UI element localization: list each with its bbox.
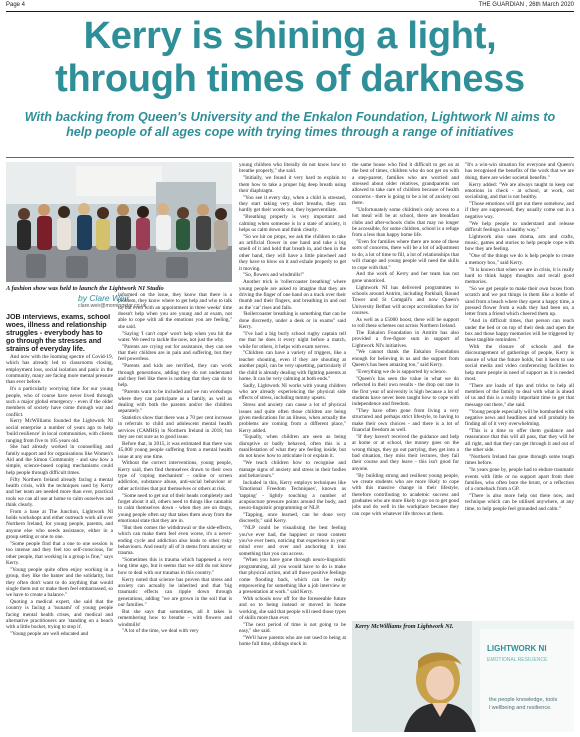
page-number: Page 4: [6, 2, 26, 8]
body-paragraph: "Unfortunately some children's only access to a hot meal will be at school, there are breakfast clubs and after-schools clubs that may no longer be accessible, for some children, school is a refuge from a less than happy home life.: [352, 206, 459, 239]
body-paragraph: And the work of Kerry and her team has not gone unnoticed.: [352, 271, 459, 284]
body-paragraph: "Tapping, once learned, can be done very discreetly," said Kerry.: [239, 512, 346, 525]
body-paragraph: "Parents want to be included and we run workshops where they can participate as a family, as well as dealing with both the parents and/or the children separately.": [118, 389, 232, 415]
body-paragraph: "But then comes the withdrawal or the side-effects, which can make them feel even worse, it's a never-ending cycle and addiction also leads to other risky behaviours. And nearly all of it stems from anxiety or trauma.: [118, 524, 232, 557]
photo-caption: A fashion show was held to launch the Lightwork NI Studio: [6, 285, 164, 292]
body-paragraph: "We teach children how to recognise and manage signs of anxiety and stress in their bodies and behaviours.": [239, 460, 346, 479]
body-paragraph: Without the correct interventions, young people, Kerry said, then find themselves drawn to their own type of 'coping mechanism' - online or screen addiction, substance abuse, anti-social behaviour or other activities that put themselves or others at risk.: [118, 460, 232, 492]
body-paragraph: "Everything we do is supported by science.: [356, 369, 447, 375]
body-paragraph: "There are loads of tips and tricks to help all members of the family to deal with what is ahead of us and this is a really important time to get that message out there," she said.: [465, 382, 574, 408]
body-paragraph: From a base at The Junction, Lightwork NI holds workshops and either outreach work all over Northern Ireland, for young people, parents, and anyone else who needs assistance, either in a group setting or one to one.: [6, 508, 113, 541]
body-paragraph: Lightwork also uses drama, arts and crafts, music, games and stories to help people cope with how they are feeling.: [465, 233, 574, 253]
body-paragraph: the same house who find it difficult to get on at the best of times, children who do not get on with a step-parent, families who are worried and stressed about older relatives, grandparents not allowed to take care of children because of health concerns - there is going to be a lot of anxiety out there.: [352, 162, 459, 207]
body-paragraph: "It's a win-win situation for everyone and Queen's has recognised the benefits of the work that we are doing, there are wider societal benefits.": [465, 162, 574, 181]
body-paragraph: Statistics show that there was a 70 per cent increase in referrals to child and adolescent mental health services (CAMHS) in Northern Ireland in 2018, but they are not sure as to good issue.: [118, 415, 232, 441]
body-paragraph: The Enkalon Foundation in Antrim has also provided a five-figure sum in support of Lightwork NI's initiatives.: [352, 329, 459, 349]
body-paragraph: Kerry added: "We are always taught to keep our emotions in check - at school, at work, out socialising, and that is not healthy.: [465, 181, 574, 201]
sign-title: LIGHTWORK NI: [487, 644, 547, 653]
body-paragraph: "Some people find that a one to one session is too intense and they feel too self-conscious, for other people, that working in a group is fine," says Kerry.: [6, 541, 113, 567]
body-paragraph: "They have often gone from living a very structured and perhaps strict lifestyle, to having to make their own choices - and there is a lot of financial freedom as well.: [352, 408, 459, 434]
body-paragraph: "Sometimes this is trauma which happened a very long time ago, but it seems that we still do not know how to deal with our traumas in this country.": [118, 557, 232, 576]
article-column-5: [465, 162, 574, 620]
article-column-4: [352, 162, 459, 620]
body-paragraph: With the closure of schools and the discouragement of gatherings of people, Kerry is unsure of what the future holds, but it keen to use social media and video conferencing facilities to help more people in need of support as it is needed most.: [465, 344, 574, 382]
body-paragraph: "So, flowers and windmills!": [243, 272, 305, 279]
byline: by Clare Weir: [78, 293, 130, 303]
top-rule: [6, 11, 574, 12]
kerry-portrait-photo: [352, 621, 574, 732]
body-paragraph: Included in this, Kerry employs techniques like 'Emotional Freedom Techniques', known as 'tapping' - lightly touching a number of acupuncture pressure points around the body, and neuro-linguistic programming or NLP.: [239, 479, 346, 512]
body-paragraph: Fifty Northern Ireland already facing a mental health crisis, with the techniques used by Kerry and her team are needed more than ever, practical tools we can all use at home to calm ourselves and think clearly.: [6, 476, 113, 508]
body-paragraph: "A lot of the time, we deal with very: [122, 628, 199, 635]
masthead-date: THE GUARDIAN , 26th March 2020: [478, 2, 574, 8]
body-paragraph: With schools now off for the foreseeable future and so to being instead or moved in home working, she said that people will need those types of skills more than ever.: [239, 596, 346, 622]
body-paragraph: Before that, in 2015, it was estimated that there was 45,000 young people suffering from a mental health issue at any one time.: [118, 440, 232, 460]
article-column-2: [118, 292, 232, 732]
body-paragraph: "It is known that when we are in crisis, it is really hard to think happy thoughts and recall good memories.: [465, 266, 574, 286]
body-paragraph: "You see it every day, when a child is stressed, they start taking very short breaths, they can hardly get their words out, they hyperventilate.: [239, 194, 346, 214]
standfirst: With backing from Queen's University and the Enkalon Foundation, Lightwork NI aims to help people of all ages cope with trying times through a range of initiatives: [24, 110, 556, 139]
body-paragraph: "Those emotions will get out there somehow, and if they are suppressed, they usually come out in a negative way.: [465, 201, 574, 220]
body-paragraph: "Even for families where there are none of these sorts of concerns, there will be a lot of adjustment to do, a lot of time to fill, a lot of relationships that will change and young people will need the skills to cope with that.": [352, 239, 459, 271]
body-paragraph: "Young people especially will be bombarded with negative news and headlines and will probably be finding all of it very overwhelming.: [465, 408, 574, 428]
body-paragraph: "So we get people to make their own boxes from scratch and we put things in them like a bottle of sand from a beach where they spent a happy time, a pressed flower from a walk they had been on, a letter from a friend which cheered them up.: [465, 286, 574, 318]
headline-line-2: through times of darkness: [55, 58, 525, 100]
body-paragraph: "When you have gone through neuro-linguistic programming, all you would have to do is make that physical action, and all those positive feelings come flooding back, which can be really empowering for something like a job interview or a presentation at work." said Kerry.: [239, 557, 346, 596]
headline-line-1: Kerry is shining a light,: [83, 15, 497, 57]
body-paragraph: And now with the looming spectre of Covid-19, which has already led to classrooms closing, employment loss, social isolation and panic in the community, many are facing more mental pressure than ever before.: [6, 354, 113, 386]
body-paragraph: "By building strong and resilient young people, we create students who are more likely to cope with this massive change in their lifestyle, therefore contributing to academic success and graduates who are more likely to go on to get good jobs and do well in the workplace because they can cope with whatever life throws at them.: [352, 472, 459, 517]
body-paragraph: "Northern Ireland has gone through some tough times before.: [465, 453, 574, 467]
body-paragraph: "Some need to get out of their heads completely and forget about it all, others need to things like cannabis to calm themselves down - when they are on drugs, young people often say that takes them away from the emotional state that they are in.: [118, 492, 232, 525]
body-paragraph: "So we hit on props, we ask the children to take an artificial flower in one hand and take a big smell of it and hold that breath in, and then in the other hand, they will have a little pinwheel and they have to blow on it and exhale properly to get it moving.: [239, 233, 346, 272]
author-email: clare.weir@morningstar.co.uk: [78, 303, 147, 309]
body-paragraph: "Young people quite often enjoy working in a group, they like the banter and the solidarity, but they often don't want to do anything that would single them out or make them feel embarrassed, so we have to create a balance.": [6, 566, 113, 599]
body-paragraph: "Young people are well educated and: [10, 631, 89, 638]
lead-paragraph: JOB interviews, exams, school woes, illness and relationship struggles - everybody has to go through the stresses and strains of everyday life.: [6, 314, 111, 353]
body-paragraph: It's a particularly worrying time for our young people, who of course have never lived through such a major global emergency - even if the older members of society have come through war and conflict.: [6, 386, 113, 418]
fashion-show-photo: [6, 162, 232, 282]
body-paragraph: "This is a time to offer them guidance and reassurance that this will all pass, that they will be all right, and that they can get through it and out of the other side.: [465, 428, 574, 454]
body-paragraph: Kerry noted that science has proven that stress and anxiety can actually be inherited and that 'big traumatic effects can ripple down through generations, adding "we are grown in the soil that is our families.": [118, 576, 232, 608]
sign-line-1: the people knowledge, tools: [489, 697, 558, 703]
body-paragraph: "One of the things we do is help people to create a memory box," said Kerry.: [465, 253, 574, 266]
body-paragraph: "Parents are crying out for assistance, they can see that their children are in pain and suffering, but they feel powerless.: [118, 343, 232, 363]
article-column-1: [6, 314, 113, 732]
body-paragraph: "We cannot thank the Enkalon Foundation enough for believing in us and the support from Queen's has been amazing too," said Kerry.: [352, 349, 459, 369]
body-paragraph: informed on the issue, they know that there is a problem, they know where to get help and who to talk to, but even with an appointment in three weeks' time doesn't help when you are young and at exam, not able to cope with all the emotions you are feeling," she said.: [118, 292, 232, 330]
body-paragraph: "In years gone by, people had to endure traumatic events with little or no support apart from their families, who often bore the brunt, or a reflection of a comeback from a GP.: [465, 467, 574, 493]
body-paragraph: "I've had a big burly school rugby captain tell me that he does it every night before a match, while for others, it helps with exam nerves.: [239, 330, 346, 350]
headline: [0, 15, 580, 101]
body-paragraph: "We help people to understand and release difficult feelings in a healthy way.": [465, 220, 574, 233]
portrait-illustration: [352, 621, 574, 732]
body-paragraph: "And in difficult times, that person can reach under the bed or on top of their desk and open the box and those happy memories will be triggered by these tangible reminders.": [465, 318, 574, 344]
body-paragraph: But she says that sometimes, all it takes is remembering how to breathe - with flowers and windmills!: [118, 608, 232, 628]
portrait-caption: Kerry McWilliams from Lightwork NI.: [355, 623, 454, 630]
body-paragraph: 'Rollercoaster breathing is something that can be done discreetly, under a desk or in exams" said Kerry.: [239, 311, 346, 331]
body-paragraph: "Parents and kids are terrified, they can work through generations, adding they do not understand and they feel like there is nothing that they can do to help.: [118, 363, 232, 389]
body-paragraph: young children who literally do not know how to breathe properly," she said.: [239, 162, 346, 175]
body-paragraph: "NLP could be visualising the best feeling you've ever had, the happiest or most content you've ever been, noticing that experience in your mind ever and over and anchoring it into something that you can access.: [239, 525, 346, 557]
body-paragraph: "We'll have parents who are not used to being at home full time, siblings stuck in: [239, 635, 346, 648]
body-paragraph: "Saying 'I can't cope' won't help when you hit the water. We need to tackle the now, not just the why.: [118, 330, 232, 343]
article-column-3: [239, 162, 346, 732]
body-paragraph: "Breathing properly is very important and calming when someone is in a state of anxiety, it helps us calm down and think clearly.: [239, 214, 346, 233]
body-paragraph: Stress and anxiety can cause a lot of physical issues and quite often those children are being given medications for an illness, when actually the problems are coming from a different place," Kerry added.: [239, 402, 346, 434]
body-paragraph: "There is also more help out there now, and technique which can be utilised anywhere, at any time, to help people feel grounded and calm.": [465, 493, 574, 512]
body-paragraph: "The next period of time is not going to be easy," she said.: [239, 621, 346, 635]
body-paragraph: Lightwork NI has delivered programmes to schools around Antrim, including Parkhall, Round Tower and St Comgall's and now Queen's University Belfast will accept accreditation for its' courses.: [352, 284, 459, 316]
section-rule: [6, 157, 574, 158]
fashion-show-illustration: [6, 162, 232, 282]
body-paragraph: She had already worked in counselling and family support and for organisations like Women's Aid and the Simon Community - and saw how a simple, science-based coping mechanisms could help people through difficult times.: [6, 444, 113, 476]
body-paragraph: Sadly, Lightwork NI works with young children who are already experiencing the physical side effects of stress, including tummy upsets.: [239, 382, 346, 402]
sign-subtitle: EMOTIONAL RESILIENCE: [487, 657, 548, 663]
body-paragraph: "Queen's has seen the value in what we do reflected in their own results - the drop out rate in the first year of university is high because a lot of students have never been taught how to cope with independence and freedom.: [352, 375, 459, 408]
body-paragraph: "Children can have a variety of triggers, like a teacher shouting, even if they are shouting at another pupil, can be very upsetting, particularly if the child is already dealing with fighting parents at home. It can be very calming at both ends.": [239, 350, 346, 382]
body-paragraph: Quoting a medical expert, she said that the country is facing a 'tsunami' of young people facing mental health crises, and medical and alternative practitioners are 'standing on a beach with a little bucket, trying to stop it'.: [6, 599, 113, 631]
body-paragraph: Another trick is 'rollercoaster breathing' where young people are asked to imagine that they are driving the finger of one hand on a track over their thumb and their fingers, and breathing in and out as the 'car' rises and falls.: [239, 279, 346, 311]
body-paragraph: "Equally, when children are seen as being disruptive or badly behaved, often this is a manifestation of what they are feeling inside, but do not know how to articulate it or explain it.: [239, 434, 346, 460]
body-paragraph: Kerry McWilliams founded the Lightwork NI social enterprise a number of years ago to help 'build resilience' in local communities, with clients ranging from five to 105 years old.: [6, 418, 113, 444]
sign-line-2: l wellbeing and resilience.: [489, 705, 552, 711]
body-paragraph: "Initially, we found it very hard to explain to them how to take a proper big deep breath using their diaphragm.: [239, 175, 346, 194]
body-paragraph: As well as a £5000 boost, there will be support to roll these schemes out across Northern Ireland.: [352, 316, 459, 330]
body-paragraph: "If they haven't received the guidance and help at home or at school, the money goes on the wrong things, they go out partying, they get into a bad situation, they miss their lectures, they fail their course and they leave - this isn't good for anyone.: [352, 433, 459, 472]
